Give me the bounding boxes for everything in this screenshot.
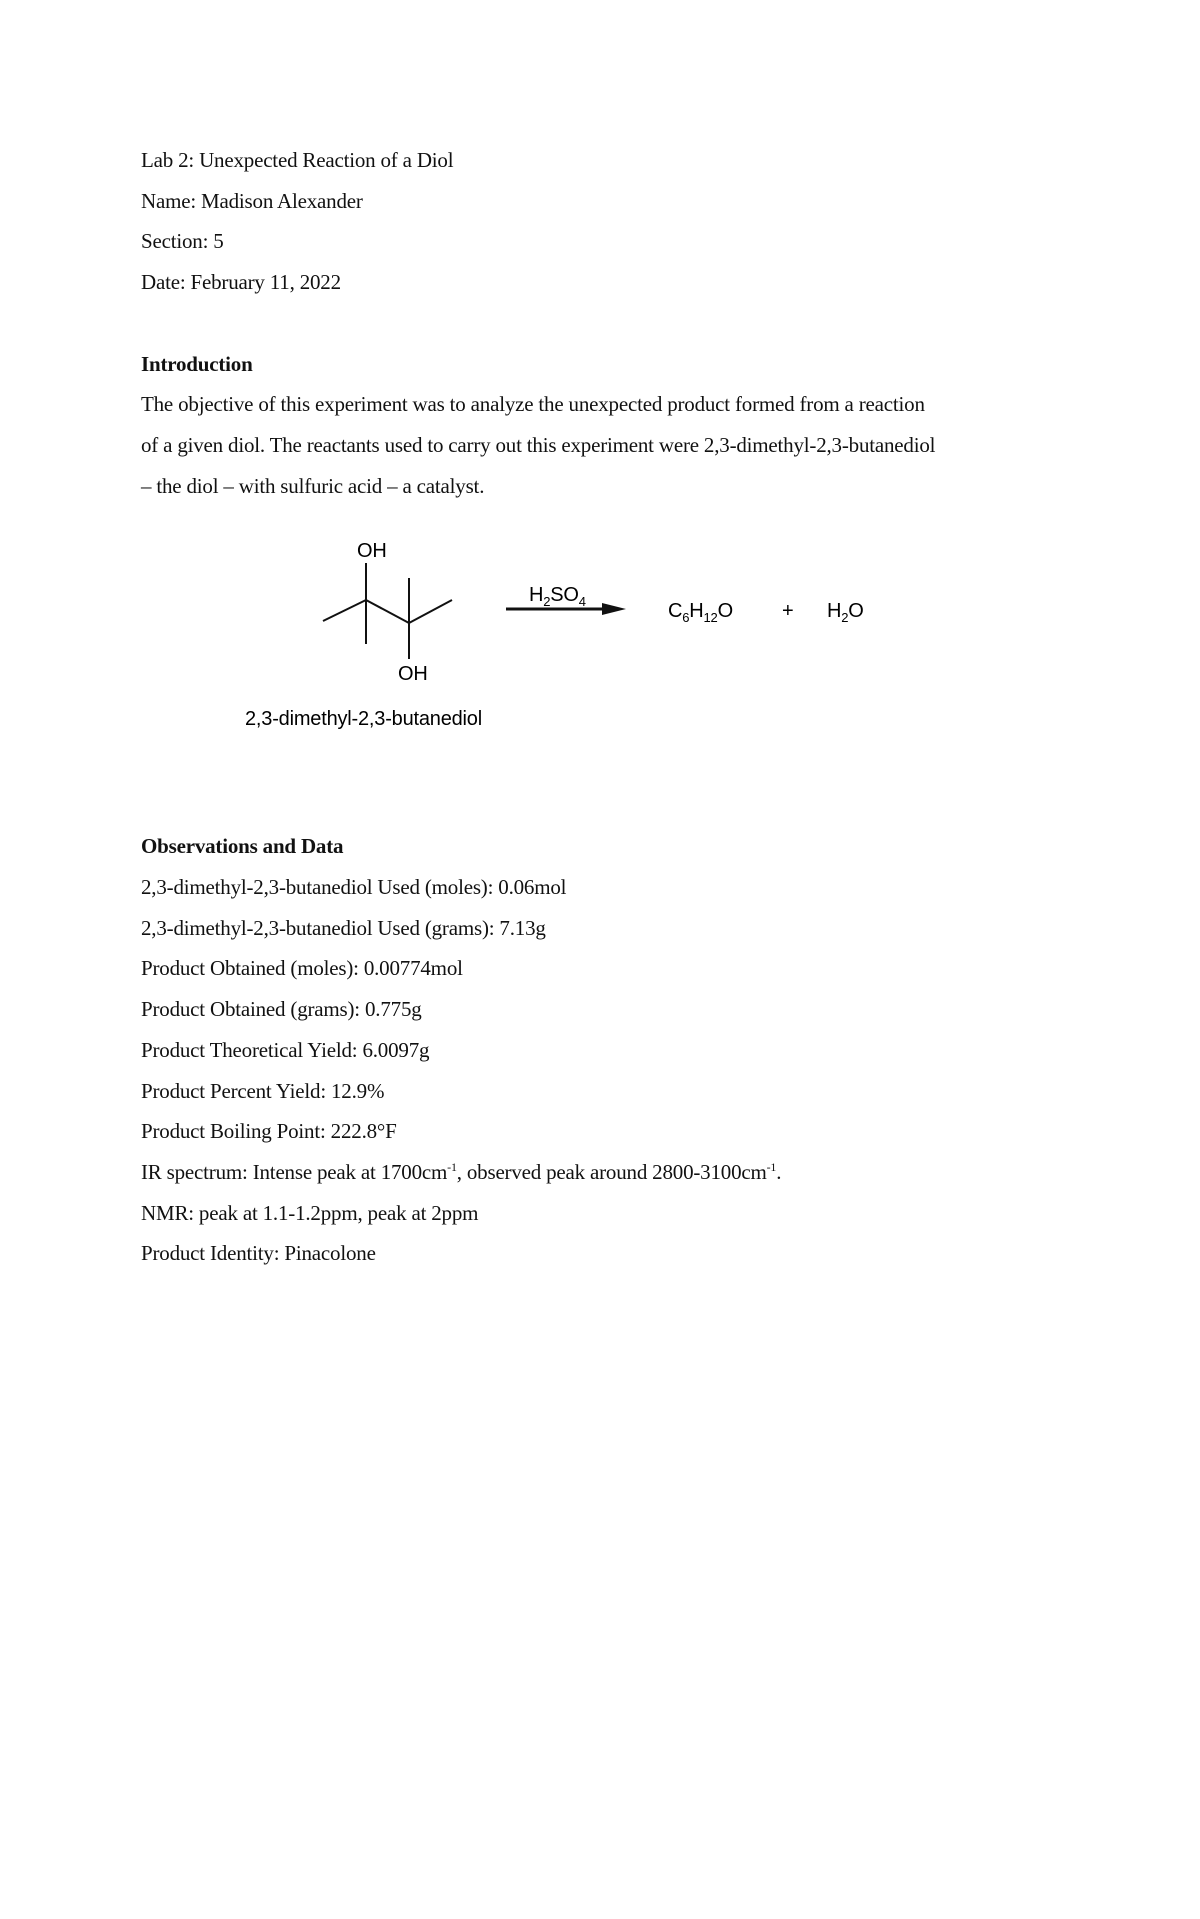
data-line: Product Boiling Point: 222.8°F — [141, 1119, 397, 1144]
data-line: 2,3-dimethyl-2,3-butanediol Used (moles): 0.06mol — [141, 875, 567, 900]
data-line: Product Obtained (grams): 0.775g — [141, 997, 422, 1022]
product-identity-line: Product Identity: Pinacolone — [141, 1241, 376, 1266]
reaction-scheme — [141, 506, 1071, 826]
hydroxyl-bottom: OH — [398, 663, 428, 686]
introduction-heading: Introduction — [141, 351, 253, 376]
skeletal-bonds — [323, 563, 452, 659]
date: Date: February 11, 2022 — [141, 270, 341, 295]
section: Section: 5 — [141, 229, 224, 254]
intro-line: The objective of this experiment was to analyze the unexpected product formed from a reaction — [141, 392, 925, 417]
lab-title: Lab 2: Unexpected Reaction of a Diol — [141, 148, 454, 172]
plus-sign: + — [782, 600, 794, 623]
data-line: Product Theoretical Yield: 6.0097g — [141, 1037, 430, 1062]
reaction-arrow — [506, 603, 626, 615]
molecule-structure — [245, 540, 864, 730]
reactant-label: 2,3-dimethyl-2,3-butanediol — [245, 708, 482, 731]
nmr-line: NMR: peak at 1.1-1.2ppm, peak at 2ppm — [141, 1200, 479, 1225]
data-line: 2,3-dimethyl-2,3-butanediol Used (grams): 7.13g — [141, 915, 546, 940]
ir-spectrum-line: IR spectrum: Intense peak at $1700cm^{-1}$, observed peak around $2800-3100cm^{-1}$. — [141, 1159, 782, 1184]
hydroxyl-top: OH — [357, 540, 387, 563]
data-line: Product Percent Yield: 12.9% — [141, 1078, 385, 1103]
product-formula: $C_6H_{12}O$ — [668, 600, 733, 626]
water-formula: $H_2O$ — [827, 600, 864, 626]
document-body — [141, 140, 1071, 1274]
reagent-label: $H_2SO_4$ — [529, 584, 586, 610]
intro-line: – the diol – with sulfuric acid – a catalyst. — [141, 473, 485, 498]
data-line: Product Obtained (moles): 0.00774mol — [141, 956, 463, 981]
observations-heading: Observations and Data — [141, 834, 344, 859]
intro-line: of a given diol. The reactants used to carry out this experiment were 2,3-dimethyl-2,3-butanediol — [141, 432, 936, 457]
student-name: Name: Madison Alexander — [141, 188, 363, 213]
